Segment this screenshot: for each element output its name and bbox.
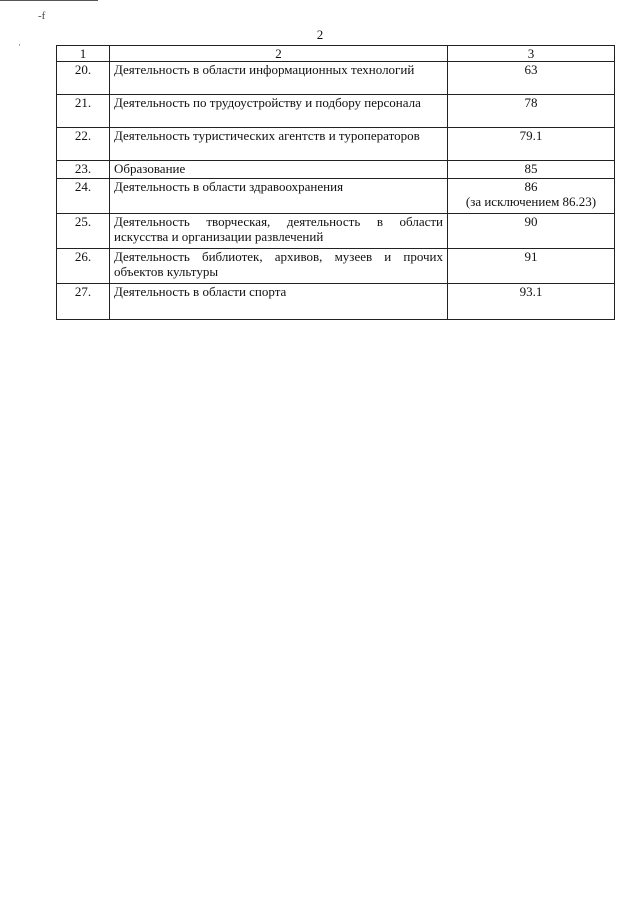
table-row	[57, 161, 615, 179]
table-row	[57, 62, 615, 95]
header-cell: 2	[110, 46, 448, 62]
table-row	[57, 128, 615, 161]
activity-name: Деятельность библиотек, архивов, музеев и прочих объектов культуры	[110, 249, 448, 284]
okved-code: 93.1	[448, 284, 615, 320]
okved-code: 90	[448, 214, 615, 249]
row-number: 27.	[57, 284, 110, 320]
header-cell: 3	[448, 46, 615, 62]
activity-name: Деятельность по трудоустройству и подбору персонала	[110, 95, 448, 128]
table-row	[57, 95, 615, 128]
okved-code: 79.1	[448, 128, 615, 161]
margin-mark: -f	[38, 10, 46, 22]
activity-name: Деятельность туристических агентств и туроператоров	[110, 128, 448, 161]
table-header-row	[57, 46, 615, 62]
activity-name: Деятельность в области здравоохранения	[110, 179, 448, 214]
activity-name: Деятельность в области информационных технологий	[110, 62, 448, 95]
row-number: 22.	[57, 128, 110, 161]
activity-name: Деятельность в области спорта	[110, 284, 448, 320]
row-number: 23.	[57, 161, 110, 179]
table-row	[57, 249, 615, 284]
row-number: 24.	[57, 179, 110, 214]
okved-code-note: (за исключением 86.23)	[465, 194, 597, 209]
table-row	[57, 284, 615, 320]
row-number: 20.	[57, 62, 110, 95]
okved-code: 78	[448, 95, 615, 128]
okved-code: 86	[524, 179, 538, 194]
table-row	[57, 179, 615, 214]
scan-edge-line	[0, 0, 98, 1]
table-row	[57, 214, 615, 249]
row-number: 26.	[57, 249, 110, 284]
activity-name: Образование	[110, 161, 448, 179]
row-number: 21.	[57, 95, 110, 128]
activity-table	[56, 45, 615, 320]
okved-code: 85	[448, 161, 615, 179]
header-cell: 1	[57, 46, 110, 62]
okved-code: 63	[448, 62, 615, 95]
row-number: 25.	[57, 214, 110, 249]
okved-code-cell	[448, 179, 615, 214]
activity-name: Деятельность творческая, деятельность в области искусства и организации развлечений	[110, 214, 448, 249]
page-number: 2	[316, 27, 324, 42]
margin-mark: ·	[18, 40, 21, 50]
okved-code: 91	[448, 249, 615, 284]
